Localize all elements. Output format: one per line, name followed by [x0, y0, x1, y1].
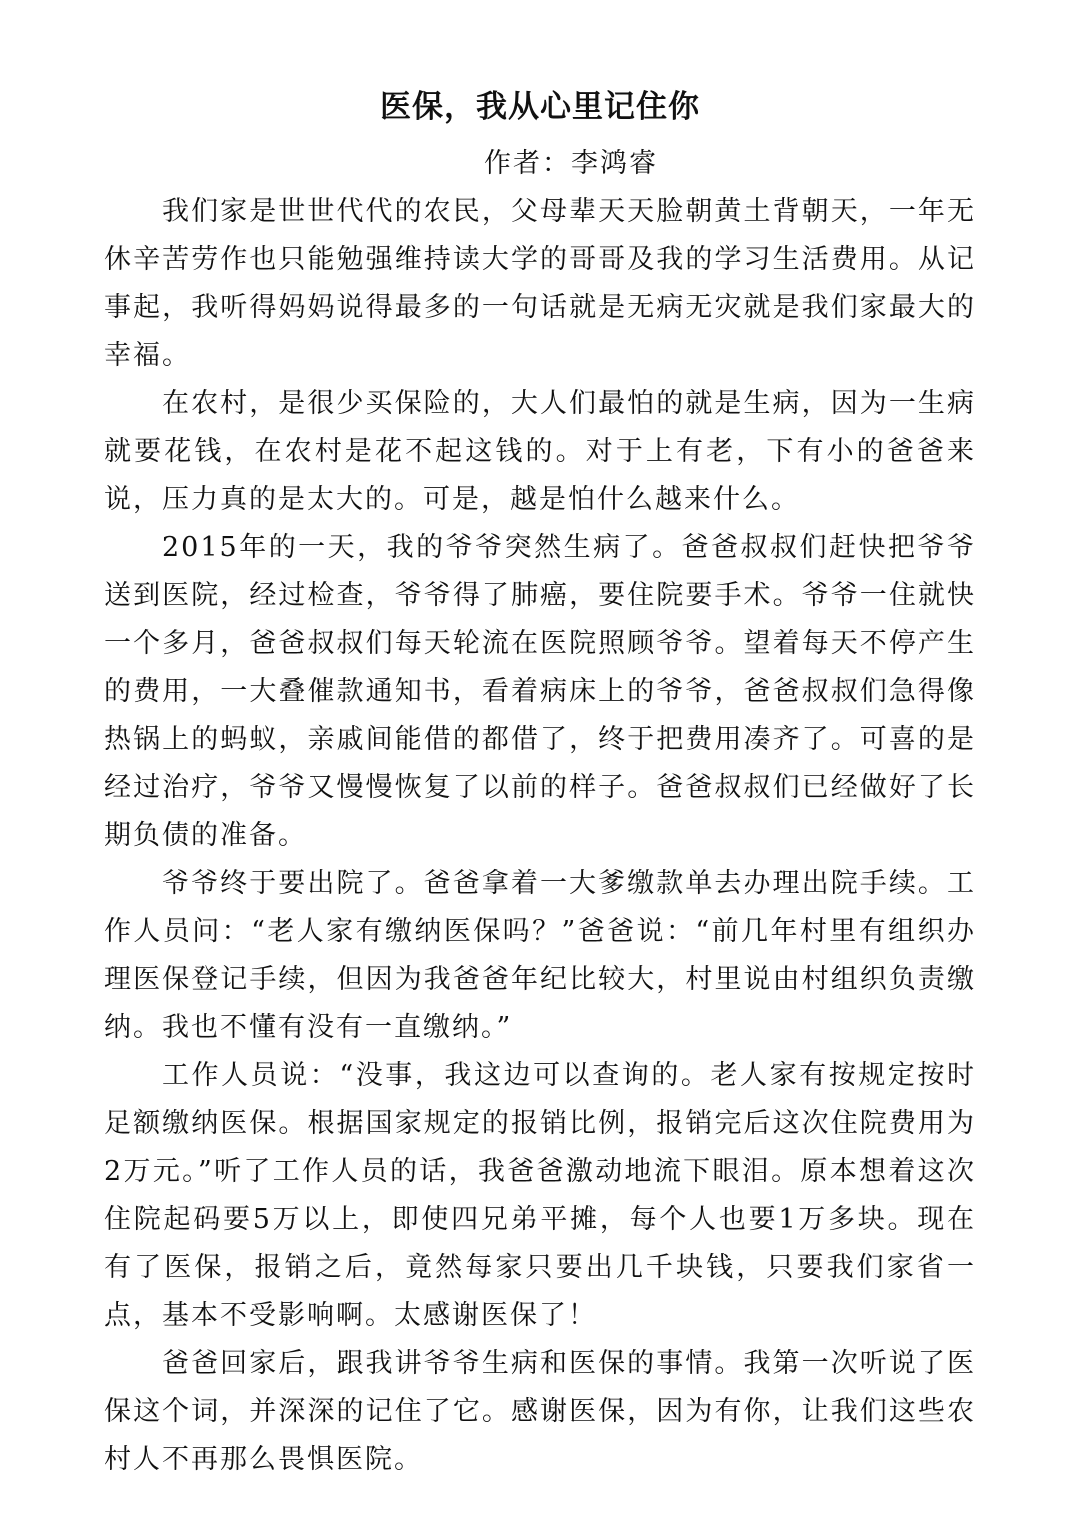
paragraph-5: 工作人员说：“没事，我这边可以查询的。老人家有按规定按时足额缴纳医保。根据国家规定的报销比例，报销完后这次住院费用为2万元。”听了工作人员的话，我爸爸激动地流下眼泪。原本想着这次住院起码要5万以上，即使四兄弟平摊，每个人也要1万多块。现在有了医保，报销之后，竟然每家只要出几千块钱，只要我们家省一点，基本不受影响啊。太感谢医保了！	[104, 1060, 976, 1331]
document-title: 医保，我从心里记住你	[380, 89, 700, 125]
author-line: 作者：李鸿睿	[484, 148, 658, 179]
document-body	[104, 188, 976, 1484]
paragraph-6: 爸爸回家后，跟我讲爷爷生病和医保的事情。我第一次听说了医保这个词，并深深的记住了它。感谢医保，因为有你，让我们这些农村人不再那么畏惧医院。	[104, 1348, 976, 1475]
paragraph-3: 2015年的一天，我的爷爷突然生病了。爸爸叔叔们赶快把爷爷送到医院，经过检查，爷爷得了肺癌，要住院要手术。爷爷一住就快一个多月，爸爸叔叔们每天轮流在医院照顾爷爷。望着每天不停产生的费用，一大叠催款通知书，看着病床上的爷爷，爸爸叔叔们急得像热锅上的蚂蚁，亲戚间能借的都借了，终于把费用凑齐了。可喜的是经过治疗，爷爷又慢慢恢复了以前的样子。爸爸叔叔们已经做好了长期负债的准备。	[104, 532, 976, 851]
paragraph-2: 在农村，是很少买保险的，大人们最怕的就是生病，因为一生病就要花钱，在农村是花不起这钱的。对于上有老，下有小的爸爸来说，压力真的是太大的。可是，越是怕什么越来什么。	[104, 388, 976, 515]
paragraph-4: 爷爷终于要出院了。爸爸拿着一大爹缴款单去办理出院手续。工作人员问：“老人家有缴纳医保吗？”爸爸说：“前几年村里有组织办理医保登记手续，但因为我爸爸年纪比较大，村里说由村组织负责缴纳。我也不懂有没有一直缴纳。”	[104, 868, 976, 1043]
paragraph-1: 我们家是世世代代的农民，父母辈天天脸朝黄土背朝天，一年无休辛苦劳作也只能勉强维持读大学的哥哥及我的学习生活费用。从记事起，我听得妈妈说得最多的一句话就是无病无灾就是我们家最大的幸福。	[104, 196, 976, 371]
